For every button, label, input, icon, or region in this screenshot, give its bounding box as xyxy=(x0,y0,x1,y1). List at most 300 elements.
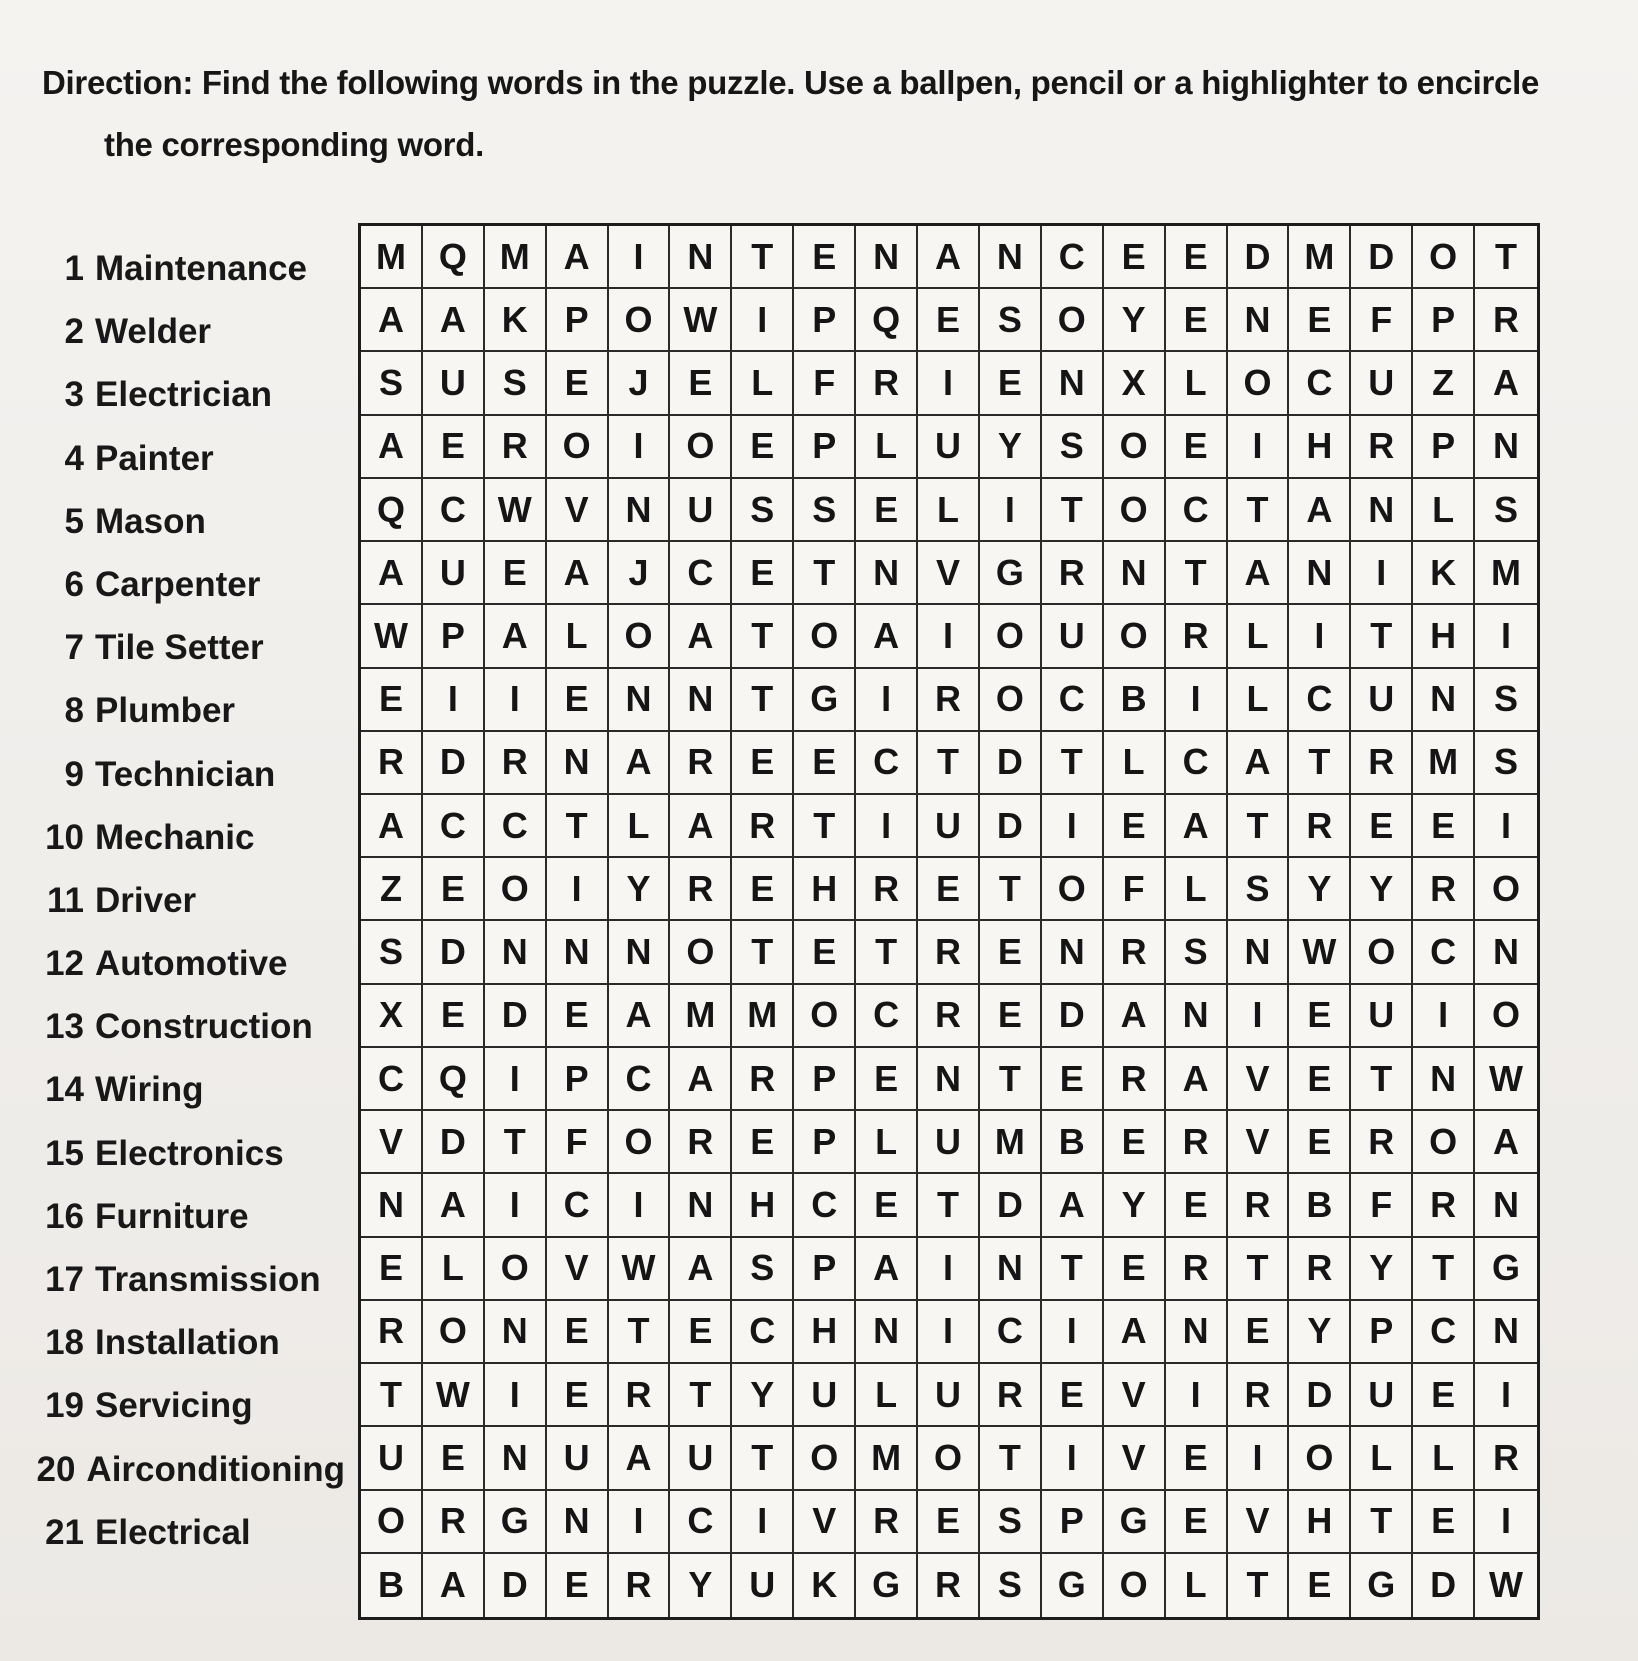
grid-cell[interactable]: M xyxy=(485,226,547,289)
grid-cell[interactable]: N xyxy=(980,1238,1042,1301)
grid-cell[interactable]: S xyxy=(1475,669,1537,732)
grid-cell[interactable]: O xyxy=(485,858,547,921)
grid-cell[interactable]: O xyxy=(1104,416,1166,479)
grid-cell[interactable]: N xyxy=(547,1491,609,1554)
grid-cell[interactable]: N xyxy=(1475,416,1537,479)
grid-cell[interactable]: B xyxy=(1042,1111,1104,1174)
grid-cell[interactable]: C xyxy=(485,795,547,858)
grid-cell[interactable]: T xyxy=(1289,732,1351,795)
grid-cell[interactable]: U xyxy=(423,542,485,605)
grid-cell[interactable]: R xyxy=(1166,1238,1228,1301)
grid-cell[interactable]: A xyxy=(609,1427,671,1490)
grid-cell[interactable]: O xyxy=(1413,226,1475,289)
grid-cell[interactable]: R xyxy=(1042,542,1104,605)
grid-cell[interactable]: E xyxy=(1351,795,1413,858)
grid-cell[interactable]: C xyxy=(670,542,732,605)
grid-cell[interactable]: N xyxy=(361,1174,423,1237)
grid-cell[interactable]: A xyxy=(670,795,732,858)
grid-cell[interactable]: P xyxy=(794,416,856,479)
grid-cell[interactable]: N xyxy=(1228,289,1290,352)
grid-cell[interactable]: I xyxy=(609,226,671,289)
grid-cell[interactable]: T xyxy=(1351,605,1413,668)
grid-cell[interactable]: O xyxy=(980,605,1042,668)
grid-cell[interactable]: O xyxy=(1104,1554,1166,1617)
grid-cell[interactable]: T xyxy=(485,1111,547,1174)
grid-cell[interactable]: L xyxy=(1413,1427,1475,1490)
grid-cell[interactable]: U xyxy=(918,1364,980,1427)
grid-cell[interactable]: H xyxy=(794,858,856,921)
grid-cell[interactable]: I xyxy=(609,416,671,479)
grid-cell[interactable]: I xyxy=(918,1238,980,1301)
grid-cell[interactable]: V xyxy=(1228,1048,1290,1111)
grid-cell[interactable]: R xyxy=(1351,416,1413,479)
grid-cell[interactable]: E xyxy=(547,1301,609,1364)
grid-cell[interactable]: L xyxy=(918,479,980,542)
grid-cell[interactable]: R xyxy=(1351,1111,1413,1174)
grid-cell[interactable]: T xyxy=(732,669,794,732)
grid-cell[interactable]: Y xyxy=(732,1364,794,1427)
grid-cell[interactable]: C xyxy=(547,1174,609,1237)
grid-cell[interactable]: R xyxy=(1351,732,1413,795)
grid-cell[interactable]: C xyxy=(1289,352,1351,415)
grid-cell[interactable]: G xyxy=(1475,1238,1537,1301)
grid-cell[interactable]: T xyxy=(980,1048,1042,1111)
grid-cell[interactable]: R xyxy=(485,416,547,479)
grid-cell[interactable]: F xyxy=(1351,1174,1413,1237)
grid-cell[interactable]: E xyxy=(1413,1491,1475,1554)
grid-cell[interactable]: L xyxy=(547,605,609,668)
grid-cell[interactable]: I xyxy=(547,858,609,921)
grid-cell[interactable]: E xyxy=(980,985,1042,1048)
grid-cell[interactable]: E xyxy=(361,1238,423,1301)
grid-cell[interactable]: R xyxy=(1289,1238,1351,1301)
grid-cell[interactable]: N xyxy=(485,921,547,984)
grid-cell[interactable]: D xyxy=(1228,226,1290,289)
grid-cell[interactable]: P xyxy=(1351,1301,1413,1364)
grid-cell[interactable]: T xyxy=(1228,795,1290,858)
grid-cell[interactable]: N xyxy=(980,226,1042,289)
grid-cell[interactable]: N xyxy=(547,732,609,795)
grid-cell[interactable]: I xyxy=(609,1491,671,1554)
grid-cell[interactable]: V xyxy=(547,479,609,542)
grid-cell[interactable]: O xyxy=(361,1491,423,1554)
grid-cell[interactable]: T xyxy=(732,605,794,668)
grid-cell[interactable]: A xyxy=(547,542,609,605)
grid-cell[interactable]: L xyxy=(609,795,671,858)
grid-cell[interactable]: D xyxy=(980,1174,1042,1237)
grid-cell[interactable]: T xyxy=(918,1174,980,1237)
grid-cell[interactable]: I xyxy=(1166,669,1228,732)
grid-cell[interactable]: R xyxy=(361,732,423,795)
grid-cell[interactable]: C xyxy=(423,795,485,858)
grid-cell[interactable]: E xyxy=(1166,1174,1228,1237)
grid-cell[interactable]: Q xyxy=(423,1048,485,1111)
grid-cell[interactable]: E xyxy=(1289,985,1351,1048)
grid-cell[interactable]: T xyxy=(732,921,794,984)
grid-cell[interactable]: N xyxy=(856,226,918,289)
grid-cell[interactable]: I xyxy=(1166,1364,1228,1427)
grid-cell[interactable]: L xyxy=(1228,605,1290,668)
grid-cell[interactable]: P xyxy=(794,1111,856,1174)
grid-cell[interactable]: A xyxy=(1042,1174,1104,1237)
grid-cell[interactable]: A xyxy=(1104,985,1166,1048)
grid-cell[interactable]: R xyxy=(1228,1174,1290,1237)
grid-cell[interactable]: R xyxy=(1413,858,1475,921)
grid-cell[interactable]: E xyxy=(361,669,423,732)
grid-cell[interactable]: N xyxy=(1475,921,1537,984)
grid-cell[interactable]: I xyxy=(1351,542,1413,605)
grid-cell[interactable]: M xyxy=(856,1427,918,1490)
grid-cell[interactable]: D xyxy=(423,921,485,984)
grid-cell[interactable]: U xyxy=(918,416,980,479)
grid-cell[interactable]: N xyxy=(485,1427,547,1490)
grid-cell[interactable]: T xyxy=(1042,1238,1104,1301)
grid-cell[interactable]: H xyxy=(1289,416,1351,479)
grid-cell[interactable]: R xyxy=(1228,1364,1290,1427)
grid-cell[interactable]: E xyxy=(547,669,609,732)
grid-cell[interactable]: T xyxy=(547,795,609,858)
grid-cell[interactable]: F xyxy=(794,352,856,415)
grid-cell[interactable]: C xyxy=(1413,921,1475,984)
grid-cell[interactable]: E xyxy=(1042,1364,1104,1427)
grid-cell[interactable]: N xyxy=(1104,542,1166,605)
grid-cell[interactable]: C xyxy=(856,985,918,1048)
grid-cell[interactable]: V xyxy=(1104,1427,1166,1490)
grid-cell[interactable]: E xyxy=(485,542,547,605)
grid-cell[interactable]: O xyxy=(1351,921,1413,984)
grid-cell[interactable]: X xyxy=(1104,352,1166,415)
grid-cell[interactable]: I xyxy=(1413,985,1475,1048)
grid-cell[interactable]: Y xyxy=(1351,1238,1413,1301)
grid-cell[interactable]: A xyxy=(1228,542,1290,605)
grid-cell[interactable]: A xyxy=(856,1238,918,1301)
grid-cell[interactable]: N xyxy=(1166,985,1228,1048)
grid-cell[interactable]: C xyxy=(980,1301,1042,1364)
grid-cell[interactable]: L xyxy=(1166,1554,1228,1617)
grid-cell[interactable]: O xyxy=(980,669,1042,732)
grid-cell[interactable]: E xyxy=(1166,1491,1228,1554)
grid-cell[interactable]: R xyxy=(1413,1174,1475,1237)
grid-cell[interactable]: O xyxy=(1413,1111,1475,1174)
grid-cell[interactable]: I xyxy=(1042,1427,1104,1490)
grid-cell[interactable]: F xyxy=(1351,289,1413,352)
grid-cell[interactable]: V xyxy=(1104,1364,1166,1427)
grid-cell[interactable]: U xyxy=(1351,669,1413,732)
grid-cell[interactable]: E xyxy=(423,416,485,479)
grid-cell[interactable]: Z xyxy=(1413,352,1475,415)
grid-cell[interactable]: T xyxy=(1351,1048,1413,1111)
grid-cell[interactable]: U xyxy=(918,795,980,858)
grid-cell[interactable]: I xyxy=(485,1364,547,1427)
grid-cell[interactable]: N xyxy=(1413,669,1475,732)
grid-cell[interactable]: A xyxy=(423,289,485,352)
grid-cell[interactable]: D xyxy=(423,732,485,795)
grid-cell[interactable]: S xyxy=(980,289,1042,352)
grid-cell[interactable]: E xyxy=(547,352,609,415)
grid-cell[interactable]: A xyxy=(1166,1048,1228,1111)
grid-cell[interactable]: P xyxy=(547,289,609,352)
grid-cell[interactable]: N xyxy=(1289,542,1351,605)
grid-cell[interactable]: S xyxy=(361,352,423,415)
grid-cell[interactable]: E xyxy=(1166,289,1228,352)
grid-cell[interactable]: N xyxy=(1413,1048,1475,1111)
grid-cell[interactable]: O xyxy=(485,1238,547,1301)
grid-cell[interactable]: A xyxy=(361,542,423,605)
grid-cell[interactable]: C xyxy=(609,1048,671,1111)
grid-cell[interactable]: E xyxy=(423,985,485,1048)
grid-cell[interactable]: R xyxy=(732,1048,794,1111)
grid-cell[interactable]: O xyxy=(1475,858,1537,921)
grid-cell[interactable]: Y xyxy=(670,1554,732,1617)
grid-cell[interactable]: D xyxy=(1042,985,1104,1048)
grid-cell[interactable]: M xyxy=(1413,732,1475,795)
grid-cell[interactable]: E xyxy=(1166,226,1228,289)
grid-cell[interactable]: X xyxy=(361,985,423,1048)
grid-cell[interactable]: R xyxy=(609,1554,671,1617)
grid-cell[interactable]: U xyxy=(1351,1364,1413,1427)
grid-cell[interactable]: O xyxy=(918,1427,980,1490)
grid-cell[interactable]: I xyxy=(732,1491,794,1554)
grid-cell[interactable]: V xyxy=(547,1238,609,1301)
grid-cell[interactable]: R xyxy=(918,669,980,732)
grid-cell[interactable]: R xyxy=(918,1554,980,1617)
grid-cell[interactable]: I xyxy=(1475,795,1537,858)
grid-cell[interactable]: E xyxy=(794,732,856,795)
grid-cell[interactable]: T xyxy=(1228,1238,1290,1301)
grid-cell[interactable]: E xyxy=(732,732,794,795)
grid-cell[interactable]: E xyxy=(918,289,980,352)
grid-cell[interactable]: W xyxy=(1489,1564,1524,1606)
grid-cell[interactable]: A xyxy=(1475,352,1537,415)
grid-cell[interactable]: A xyxy=(1166,795,1228,858)
grid-cell[interactable]: O xyxy=(609,1111,671,1174)
grid-cell[interactable]: I xyxy=(485,1174,547,1237)
grid-cell[interactable]: F xyxy=(547,1111,609,1174)
grid-cell[interactable]: A xyxy=(856,605,918,668)
grid-cell[interactable]: C xyxy=(361,1048,423,1111)
grid-cell[interactable]: O xyxy=(1289,1427,1351,1490)
grid-cell[interactable]: E xyxy=(670,1301,732,1364)
grid-cell[interactable]: N xyxy=(1228,921,1290,984)
grid-cell[interactable]: N xyxy=(856,542,918,605)
grid-cell[interactable]: A xyxy=(609,985,671,1048)
grid-cell[interactable]: O xyxy=(609,605,671,668)
grid-cell[interactable]: S xyxy=(980,1491,1042,1554)
grid-cell[interactable]: C xyxy=(1042,669,1104,732)
grid-cell[interactable]: S xyxy=(1475,479,1537,542)
grid-cell[interactable]: L xyxy=(1166,858,1228,921)
grid-cell[interactable]: D xyxy=(980,732,1042,795)
grid-cell[interactable]: T xyxy=(1042,732,1104,795)
grid-cell[interactable]: C xyxy=(1166,732,1228,795)
grid-cell[interactable]: E xyxy=(1104,1111,1166,1174)
grid-cell[interactable]: U xyxy=(670,1427,732,1490)
grid-cell[interactable]: N xyxy=(1042,352,1104,415)
grid-cell[interactable]: C xyxy=(794,1174,856,1237)
grid-cell[interactable]: O xyxy=(670,921,732,984)
grid-cell[interactable]: P xyxy=(794,1238,856,1301)
grid-cell[interactable]: S xyxy=(485,352,547,415)
grid-cell[interactable]: C xyxy=(856,732,918,795)
grid-cell[interactable]: T xyxy=(1475,226,1537,289)
grid-cell[interactable]: I xyxy=(1289,605,1351,668)
grid-cell[interactable]: K xyxy=(794,1554,856,1617)
grid-cell[interactable]: R xyxy=(918,985,980,1048)
grid-cell[interactable]: L xyxy=(1104,732,1166,795)
grid-cell[interactable]: R xyxy=(485,732,547,795)
grid-cell[interactable]: I xyxy=(423,669,485,732)
grid-cell[interactable]: Y xyxy=(609,858,671,921)
grid-cell[interactable]: T xyxy=(732,226,794,289)
grid-cell[interactable]: C xyxy=(732,1301,794,1364)
grid-cell[interactable]: N xyxy=(670,669,732,732)
grid-cell[interactable]: L xyxy=(1166,352,1228,415)
grid-cell[interactable]: W xyxy=(670,289,732,352)
grid-cell[interactable]: R xyxy=(1289,795,1351,858)
grid-cell[interactable]: P xyxy=(1413,289,1475,352)
grid-cell[interactable]: A xyxy=(485,605,547,668)
grid-cell[interactable]: E xyxy=(1104,1238,1166,1301)
grid-cell[interactable]: P xyxy=(423,605,485,668)
grid-cell[interactable]: I xyxy=(1042,795,1104,858)
grid-cell[interactable]: I xyxy=(918,352,980,415)
grid-cell[interactable]: A xyxy=(670,1048,732,1111)
grid-cell[interactable]: R xyxy=(670,858,732,921)
grid-cell[interactable]: A xyxy=(670,1238,732,1301)
grid-cell[interactable]: R xyxy=(609,1364,671,1427)
grid-cell[interactable]: I xyxy=(856,795,918,858)
grid-cell[interactable]: K xyxy=(1413,542,1475,605)
grid-cell[interactable]: A xyxy=(361,795,423,858)
grid-cell[interactable]: R xyxy=(1166,605,1228,668)
grid-cell[interactable]: A xyxy=(609,732,671,795)
grid-cell[interactable]: S xyxy=(794,479,856,542)
grid-cell[interactable]: T xyxy=(670,1364,732,1427)
grid-cell[interactable]: S xyxy=(732,479,794,542)
grid-cell[interactable]: P xyxy=(794,289,856,352)
grid-cell[interactable]: D xyxy=(1413,1554,1475,1617)
grid-cell[interactable]: O xyxy=(1475,985,1537,1048)
grid-cell[interactable]: R xyxy=(670,1111,732,1174)
grid-cell[interactable]: W xyxy=(485,479,547,542)
grid-cell[interactable]: I xyxy=(980,479,1042,542)
grid-cell[interactable]: R xyxy=(1104,1048,1166,1111)
grid-cell[interactable]: M xyxy=(980,1111,1042,1174)
grid-cell[interactable]: I xyxy=(918,1301,980,1364)
grid-cell[interactable]: O xyxy=(1042,858,1104,921)
grid-cell[interactable]: G xyxy=(1104,1491,1166,1554)
grid-cell[interactable]: E xyxy=(1166,1427,1228,1490)
grid-cell[interactable]: E xyxy=(423,1427,485,1490)
grid-cell[interactable]: P xyxy=(547,1048,609,1111)
grid-cell[interactable]: C xyxy=(670,1491,732,1554)
grid-cell[interactable]: B xyxy=(1289,1174,1351,1237)
grid-cell[interactable]: E xyxy=(1413,1364,1475,1427)
grid-cell[interactable]: A xyxy=(1228,732,1290,795)
grid-cell[interactable]: N xyxy=(1475,1301,1537,1364)
grid-cell[interactable]: S xyxy=(980,1554,1042,1617)
grid-cell[interactable]: C xyxy=(1413,1301,1475,1364)
grid-cell[interactable]: I xyxy=(1228,985,1290,1048)
grid-cell[interactable]: J xyxy=(609,542,671,605)
grid-cell[interactable]: T xyxy=(794,542,856,605)
grid-cell[interactable]: I xyxy=(485,1048,547,1111)
grid-cell[interactable]: V xyxy=(361,1111,423,1174)
grid-cell[interactable]: R xyxy=(361,1301,423,1364)
grid-cell[interactable]: I xyxy=(918,605,980,668)
grid-cell[interactable]: C xyxy=(423,479,485,542)
grid-cell[interactable]: O xyxy=(547,416,609,479)
grid-cell[interactable]: Q xyxy=(856,289,918,352)
grid-cell[interactable]: E xyxy=(1289,1554,1351,1617)
grid-cell[interactable]: E xyxy=(1104,226,1166,289)
grid-cell[interactable]: M xyxy=(1475,542,1537,605)
grid-cell[interactable]: O xyxy=(794,605,856,668)
grid-cell[interactable]: S xyxy=(1042,416,1104,479)
grid-cell[interactable]: Y xyxy=(1104,289,1166,352)
grid-cell[interactable]: E xyxy=(547,1554,609,1617)
grid-cell[interactable]: M xyxy=(361,226,423,289)
grid-cell[interactable]: N xyxy=(1166,1301,1228,1364)
grid-cell[interactable]: W xyxy=(609,1238,671,1301)
grid-cell[interactable]: N xyxy=(670,226,732,289)
grid-cell[interactable]: E xyxy=(918,1491,980,1554)
grid-cell[interactable]: L xyxy=(856,416,918,479)
grid-cell[interactable]: V xyxy=(918,542,980,605)
grid-cell[interactable]: P xyxy=(1413,416,1475,479)
grid-cell[interactable]: C xyxy=(1166,479,1228,542)
grid-cell[interactable]: E xyxy=(980,352,1042,415)
grid-cell[interactable]: E xyxy=(1042,1048,1104,1111)
grid-cell[interactable]: M xyxy=(1289,226,1351,289)
grid-cell[interactable]: V xyxy=(794,1491,856,1554)
grid-cell[interactable]: A xyxy=(918,226,980,289)
grid-cell[interactable]: R xyxy=(1475,289,1537,352)
grid-cell[interactable]: E xyxy=(1166,416,1228,479)
grid-cell[interactable]: O xyxy=(423,1301,485,1364)
grid-cell[interactable]: T xyxy=(1413,1238,1475,1301)
grid-cell[interactable]: G xyxy=(1042,1554,1104,1617)
grid-cell[interactable]: T xyxy=(1166,542,1228,605)
grid-cell[interactable]: T xyxy=(1351,1491,1413,1554)
grid-cell[interactable]: N xyxy=(856,1301,918,1364)
grid-cell[interactable]: C xyxy=(1042,226,1104,289)
grid-cell[interactable]: T xyxy=(1228,1554,1290,1617)
grid-cell[interactable]: R xyxy=(732,795,794,858)
grid-cell[interactable]: E xyxy=(856,479,918,542)
grid-cell[interactable]: O xyxy=(609,289,671,352)
grid-cell[interactable]: P xyxy=(1042,1491,1104,1554)
grid-cell[interactable]: G xyxy=(794,669,856,732)
grid-cell[interactable]: I xyxy=(732,289,794,352)
grid-cell[interactable]: Q xyxy=(361,479,423,542)
grid-cell[interactable]: W xyxy=(423,1364,485,1427)
grid-cell[interactable]: R xyxy=(1475,1427,1537,1490)
grid-cell[interactable]: F xyxy=(1104,858,1166,921)
grid-cell[interactable]: S xyxy=(1166,921,1228,984)
grid-cell[interactable]: D xyxy=(485,1554,547,1617)
grid-cell[interactable]: R xyxy=(423,1491,485,1554)
grid-cell[interactable]: I xyxy=(485,669,547,732)
grid-cell[interactable]: E xyxy=(856,1048,918,1111)
grid-cell[interactable]: L xyxy=(856,1364,918,1427)
grid-cell[interactable]: R xyxy=(856,858,918,921)
grid-cell[interactable]: R xyxy=(980,1364,1042,1427)
grid-cell[interactable]: R xyxy=(1166,1111,1228,1174)
grid-cell[interactable]: N xyxy=(1351,479,1413,542)
grid-cell[interactable]: B xyxy=(1104,669,1166,732)
grid-cell[interactable]: I xyxy=(1475,605,1537,668)
